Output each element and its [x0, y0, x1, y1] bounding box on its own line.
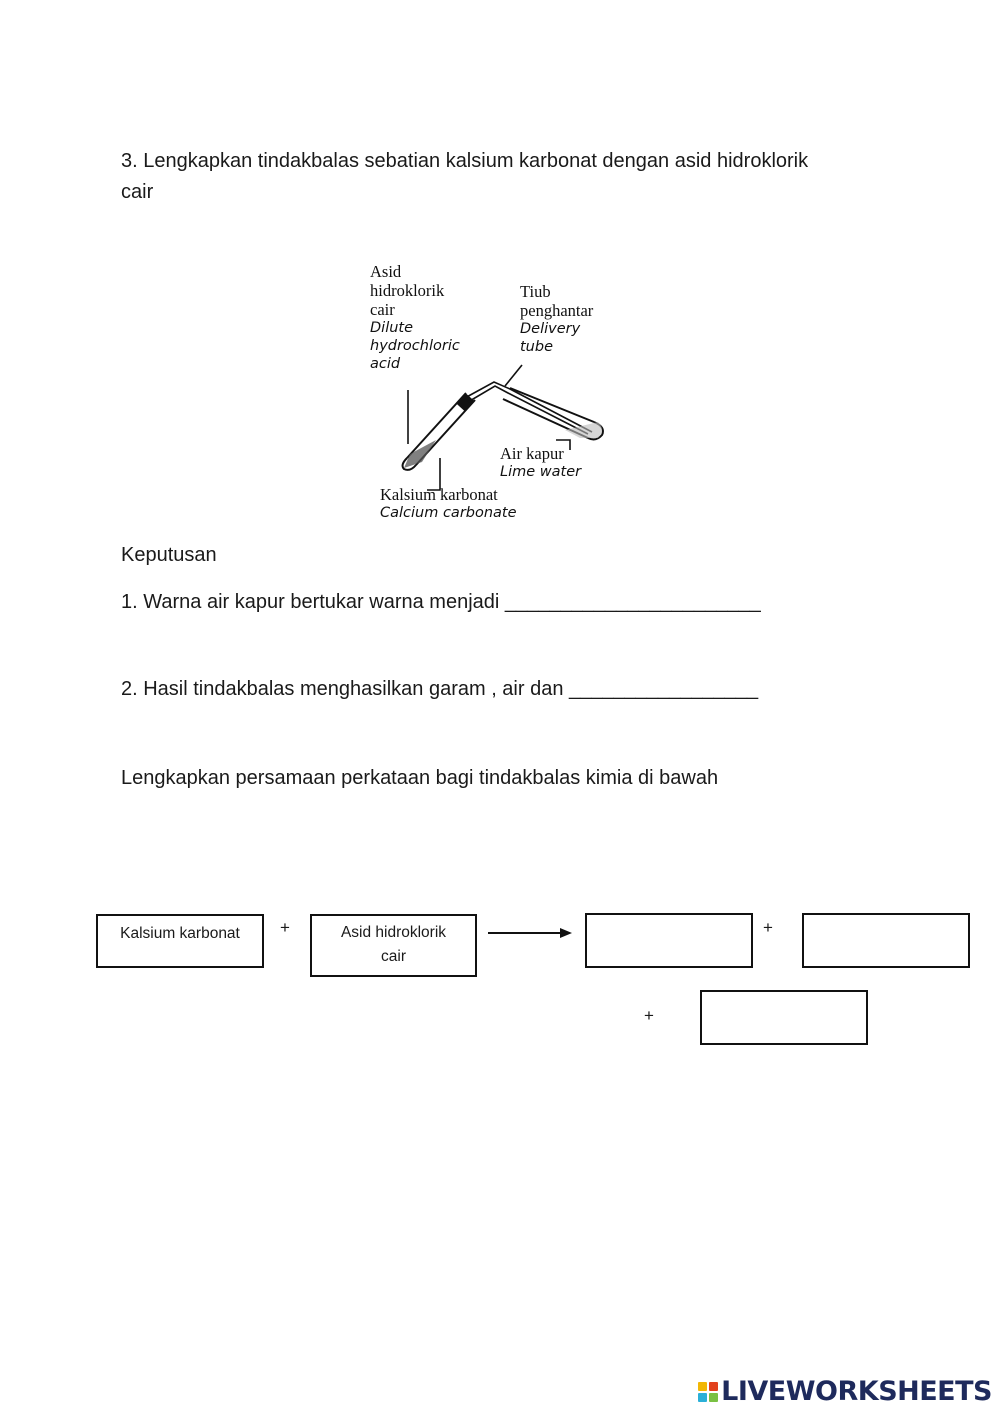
- liveworksheets-logo-icon: [698, 1382, 718, 1402]
- equation-instruction: Lengkapkan persamaan perkataan bagi tindakbalas kimia di bawah: [121, 767, 719, 789]
- limewater-label: [500, 444, 581, 481]
- logo-square-3: [698, 1393, 707, 1402]
- carbonate-label-en: Calcium carbonate: [380, 505, 517, 521]
- acid-label-ms-3: cair: [370, 300, 395, 319]
- plus-sign-3: +: [644, 1006, 654, 1025]
- logo-square-2: [709, 1382, 718, 1391]
- reactant-box-2: [310, 914, 477, 977]
- tube-label-en-1: Delivery: [520, 321, 581, 337]
- limewater-label-ms: Air kapur: [500, 444, 564, 463]
- carbonate-label: [380, 485, 517, 522]
- carbonate-label-ms: Kalsium karbonat: [380, 485, 498, 504]
- acid-label-en-2: hydrochloric: [370, 338, 460, 354]
- reaction-arrow: [488, 926, 574, 940]
- product-box-1[interactable]: [585, 913, 753, 968]
- watermark-text: LIVEWORKSHEETS: [721, 1376, 992, 1407]
- logo-square-4: [709, 1393, 718, 1402]
- decision-heading: Keputusan: [121, 544, 217, 566]
- stopper: [456, 393, 474, 411]
- reactant-2-label-line-1: Asid hidroklorik: [340, 924, 447, 941]
- decision-item-2[interactable]: 2. Hasil tindakbalas menghasilkan garam , air dan _________________: [121, 678, 759, 700]
- acid-label-ms-2: hidroklorik: [370, 281, 445, 300]
- tube-label-en-2: tube: [520, 339, 554, 355]
- arrow-head: [560, 928, 572, 938]
- limewater-label-en: Lime water: [500, 464, 582, 480]
- acid-label-ms-1: Asid: [370, 262, 402, 281]
- question-text: [121, 146, 808, 208]
- acid-label-en-1: Dilute: [370, 320, 414, 336]
- apparatus-diagram: [360, 262, 640, 532]
- acid-label-en-3: acid: [370, 356, 401, 372]
- plus-sign-2: +: [763, 918, 773, 937]
- tube-label-ms-1: Tiub: [520, 282, 551, 301]
- reactant-2-label-line-2: cair: [381, 948, 406, 965]
- right-tube-upper-wall: [510, 388, 594, 422]
- product-box-2[interactable]: [802, 913, 970, 968]
- question-line-1: 3. Lengkapkan tindakbalas sebatian kalsium karbonat dengan asid hidroklorik: [121, 150, 809, 172]
- delivery-tube-outer: [463, 382, 592, 432]
- logo-square-1: [698, 1382, 707, 1391]
- acid-label: [370, 262, 460, 373]
- plus-sign-1: +: [280, 918, 290, 937]
- question-line-2: cair: [121, 181, 154, 203]
- decision-item-1[interactable]: 1. Warna air kapur bertukar warna menjadi _______________________: [121, 591, 761, 613]
- liveworksheets-watermark: [698, 1376, 992, 1407]
- tube-label: [520, 282, 593, 356]
- product-box-3[interactable]: [700, 990, 868, 1045]
- tube-label-ms-2: penghantar: [520, 301, 594, 320]
- reactant-box-1: [96, 914, 264, 968]
- tube-pointer-line: [505, 365, 522, 386]
- reactant-1-label: Kalsium karbonat: [120, 925, 240, 942]
